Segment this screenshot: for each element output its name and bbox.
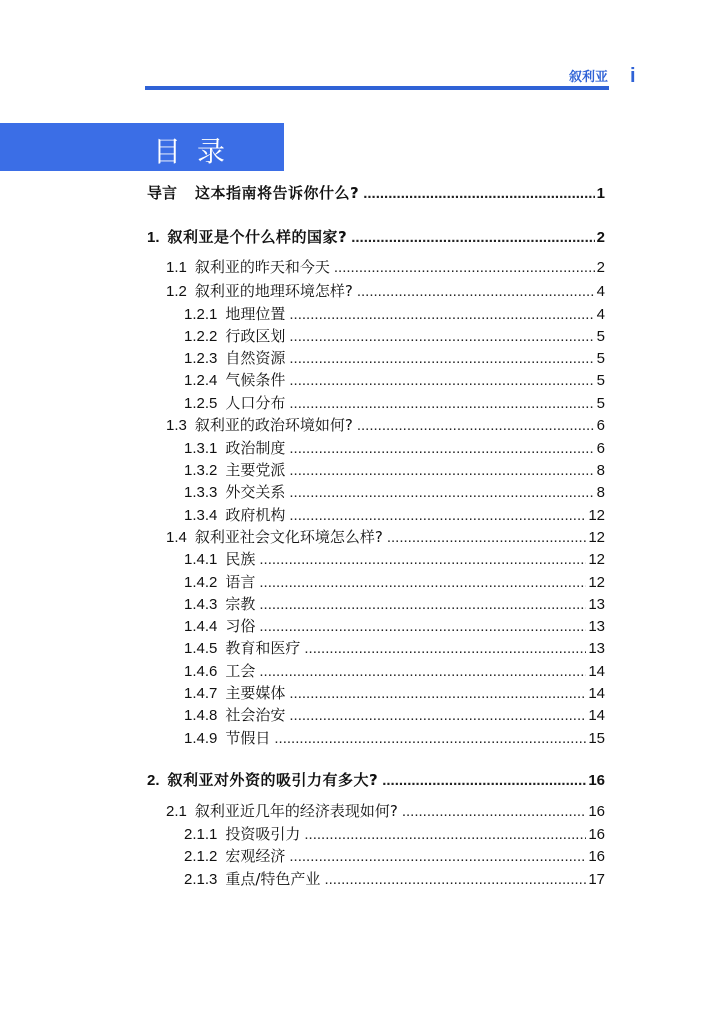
toc-dot-leader	[387, 527, 586, 549]
toc-entry-page: 16	[588, 803, 605, 820]
toc-entry-page: 8	[596, 462, 605, 479]
toc-entry-page: 8	[596, 484, 605, 501]
toc-entry-page: 13	[588, 640, 605, 657]
toc-entry-number: 导言	[147, 185, 178, 202]
toc-entry-title: 叙利亚的昨天和今天	[194, 258, 330, 276]
toc-entry-page: 12	[588, 507, 605, 524]
toc-entry-number: 1.2.5	[184, 395, 218, 412]
toc-dot-leader	[304, 638, 586, 660]
toc-entry-number: 1.3.3	[184, 484, 218, 501]
toc-entry-number: 1.3.1	[184, 440, 218, 457]
toc-entry[interactable]	[166, 526, 605, 548]
toc-entry-number: 1.4.3	[184, 596, 218, 613]
toc-entry[interactable]	[184, 459, 605, 481]
toc-dot-leader	[402, 801, 586, 823]
toc-entry-number: 2.1	[166, 803, 187, 820]
toc-dot-leader	[304, 824, 586, 846]
toc-entry[interactable]	[166, 280, 605, 302]
toc-entry-page: 14	[588, 685, 605, 702]
toc-entry-number: 1.3.2	[184, 462, 218, 479]
toc-entry-number: 2.1.2	[184, 848, 218, 865]
toc-dot-leader	[289, 460, 594, 482]
toc-dot-leader	[259, 661, 586, 683]
toc-entry[interactable]	[184, 347, 605, 369]
toc-dot-leader	[382, 770, 586, 792]
toc-entry[interactable]	[184, 727, 605, 749]
toc-dot-leader	[289, 505, 586, 527]
toc-dot-leader	[357, 281, 595, 303]
toc-dot-leader	[289, 705, 586, 727]
page-title: 目录	[153, 135, 242, 168]
toc-entry[interactable]	[184, 615, 605, 637]
toc-dot-leader	[289, 326, 594, 348]
toc-entry-page: 14	[588, 707, 605, 724]
toc-entry-page: 12	[588, 551, 605, 568]
toc-dot-leader	[324, 869, 586, 891]
toc-entry-page: 6	[596, 440, 605, 457]
toc-entry-title: 叙利亚对外资的吸引力有多大?	[167, 771, 379, 789]
toc-entry-page: 12	[588, 574, 605, 591]
toc-entry-title: 地理位置	[225, 305, 286, 323]
header-rule	[145, 86, 609, 90]
toc-entry[interactable]	[184, 325, 605, 347]
toc-dot-leader	[289, 348, 594, 370]
toc-entry-page: 5	[596, 372, 605, 389]
toc-entry[interactable]	[166, 800, 605, 822]
toc-entry-title: 重点/特色产业	[225, 870, 321, 888]
toc-dot-leader	[289, 438, 594, 460]
toc-entry-title: 教育和医疗	[225, 639, 301, 657]
toc-entry-number: 2.1.3	[184, 871, 218, 888]
toc-entry-title: 气候条件	[225, 371, 286, 389]
toc-dot-leader	[259, 572, 586, 594]
toc-entry[interactable]	[184, 504, 605, 526]
toc-dot-leader	[289, 370, 594, 392]
toc-entry-title: 宏观经济	[225, 847, 286, 865]
toc-entry-page: 13	[588, 618, 605, 635]
title-band	[0, 123, 284, 171]
toc-entry-title: 习俗	[225, 617, 256, 635]
toc-entry-number: 1.2	[166, 283, 187, 300]
toc-entry-number: 1.4.2	[184, 574, 218, 591]
toc-entry[interactable]	[184, 481, 605, 503]
toc-entry-page: 6	[596, 417, 605, 434]
toc-entry-number: 1.4.7	[184, 685, 218, 702]
toc-entry[interactable]	[184, 868, 605, 890]
toc-dot-leader	[289, 683, 586, 705]
toc-entry[interactable]	[166, 414, 605, 436]
toc-entry-title: 节假日	[225, 729, 271, 747]
toc-entry-page: 15	[588, 730, 605, 747]
toc-entry[interactable]	[184, 437, 605, 459]
toc-entry[interactable]	[147, 182, 605, 204]
toc-entry-number: 1.4.6	[184, 663, 218, 680]
toc-dot-leader	[274, 728, 586, 750]
toc-entry[interactable]	[184, 571, 605, 593]
toc-entry[interactable]	[147, 226, 605, 248]
toc-entry-page: 2	[596, 259, 605, 276]
toc-entry-number: 1.2.4	[184, 372, 218, 389]
toc-entry-number: 1.1	[166, 259, 187, 276]
toc-entry[interactable]	[184, 682, 605, 704]
toc-entry-page: 12	[588, 529, 605, 546]
toc-dot-leader	[259, 594, 586, 616]
toc-entry-title: 叙利亚的政治环境如何?	[194, 416, 353, 434]
toc-entry-page: 5	[596, 395, 605, 412]
toc-entry-title: 这本指南将告诉你什么?	[195, 184, 360, 202]
toc-entry-number: 1.	[147, 229, 160, 246]
toc-entry-page: 4	[596, 306, 605, 323]
page-number: i	[630, 65, 636, 87]
toc-entry-number: 1.4.4	[184, 618, 218, 635]
toc-entry-page: 4	[596, 283, 605, 300]
toc-entry-page: 2	[596, 229, 605, 246]
toc-dot-leader	[289, 846, 586, 868]
toc-entry[interactable]	[184, 660, 605, 682]
toc-dot-leader	[363, 183, 594, 205]
toc-entry-number: 1.4.5	[184, 640, 218, 657]
toc-entry-title: 政治制度	[225, 439, 286, 457]
toc-entry[interactable]	[184, 845, 605, 867]
toc-entry-number: 1.4	[166, 529, 187, 546]
toc-entry-page: 13	[588, 596, 605, 613]
toc-entry-number: 1.4.9	[184, 730, 218, 747]
toc-entry[interactable]	[184, 823, 605, 845]
toc-entry-title: 外交关系	[225, 483, 286, 501]
toc-dot-leader	[334, 257, 595, 279]
toc-entry-number: 2.	[147, 772, 160, 789]
toc-entry[interactable]	[184, 704, 605, 726]
toc-entry-title: 投资吸引力	[225, 825, 301, 843]
toc-dot-leader	[289, 393, 594, 415]
toc-dot-leader	[351, 227, 594, 249]
toc-entry-title: 叙利亚近几年的经济表现如何?	[194, 802, 398, 820]
toc-entry-title: 叙利亚是个什么样的国家?	[167, 228, 348, 246]
toc-entry-title: 叙利亚的地理环境怎样?	[194, 282, 353, 300]
toc-entry[interactable]	[147, 769, 605, 791]
toc-dot-leader	[357, 415, 595, 437]
toc-entry-number: 1.2.1	[184, 306, 218, 323]
running-title: 叙利亚	[568, 70, 608, 85]
toc-entry[interactable]	[184, 593, 605, 615]
toc-entry-title: 社会治安	[225, 706, 286, 724]
toc-entry-title: 工会	[225, 662, 256, 680]
toc-entry-title: 宗教	[225, 595, 256, 613]
toc-entry[interactable]	[166, 256, 605, 278]
toc-entry-number: 1.3	[166, 417, 187, 434]
toc-entry[interactable]	[184, 369, 605, 391]
toc-entry-page: 16	[588, 772, 605, 789]
toc-entry-page: 5	[596, 350, 605, 367]
toc-entry-page: 1	[596, 185, 605, 202]
toc-entry-title: 主要党派	[225, 461, 286, 479]
toc-entry-page: 16	[588, 848, 605, 865]
toc-entry-page: 17	[588, 871, 605, 888]
toc-dot-leader	[259, 616, 586, 638]
toc-entry-page: 16	[588, 826, 605, 843]
toc-entry[interactable]	[184, 548, 605, 570]
toc-entry[interactable]	[184, 637, 605, 659]
toc-entry-title: 语言	[225, 573, 256, 591]
toc-entry-number: 1.4.1	[184, 551, 218, 568]
toc-entry-title: 政府机构	[225, 506, 286, 524]
toc-entry[interactable]	[184, 303, 605, 325]
toc-entry[interactable]	[184, 392, 605, 414]
toc-entry-number: 1.3.4	[184, 507, 218, 524]
toc-entry-title: 民族	[225, 550, 256, 568]
toc-entry-title: 人口分布	[225, 394, 286, 412]
toc-dot-leader	[289, 304, 594, 326]
toc-entry-number: 1.2.3	[184, 350, 218, 367]
toc-entry-page: 5	[596, 328, 605, 345]
toc-entry-number: 1.4.8	[184, 707, 218, 724]
toc-entry-page: 14	[588, 663, 605, 680]
toc-entry-title: 主要媒体	[225, 684, 286, 702]
toc-entry-number: 1.2.2	[184, 328, 218, 345]
toc-entry-title: 自然资源	[225, 349, 286, 367]
toc-dot-leader	[289, 482, 594, 504]
toc-dot-leader	[259, 549, 586, 571]
toc-entry-title: 行政区划	[225, 327, 286, 345]
toc-entry-title: 叙利亚社会文化环境怎么样?	[194, 528, 383, 546]
toc-entry-number: 2.1.1	[184, 826, 218, 843]
